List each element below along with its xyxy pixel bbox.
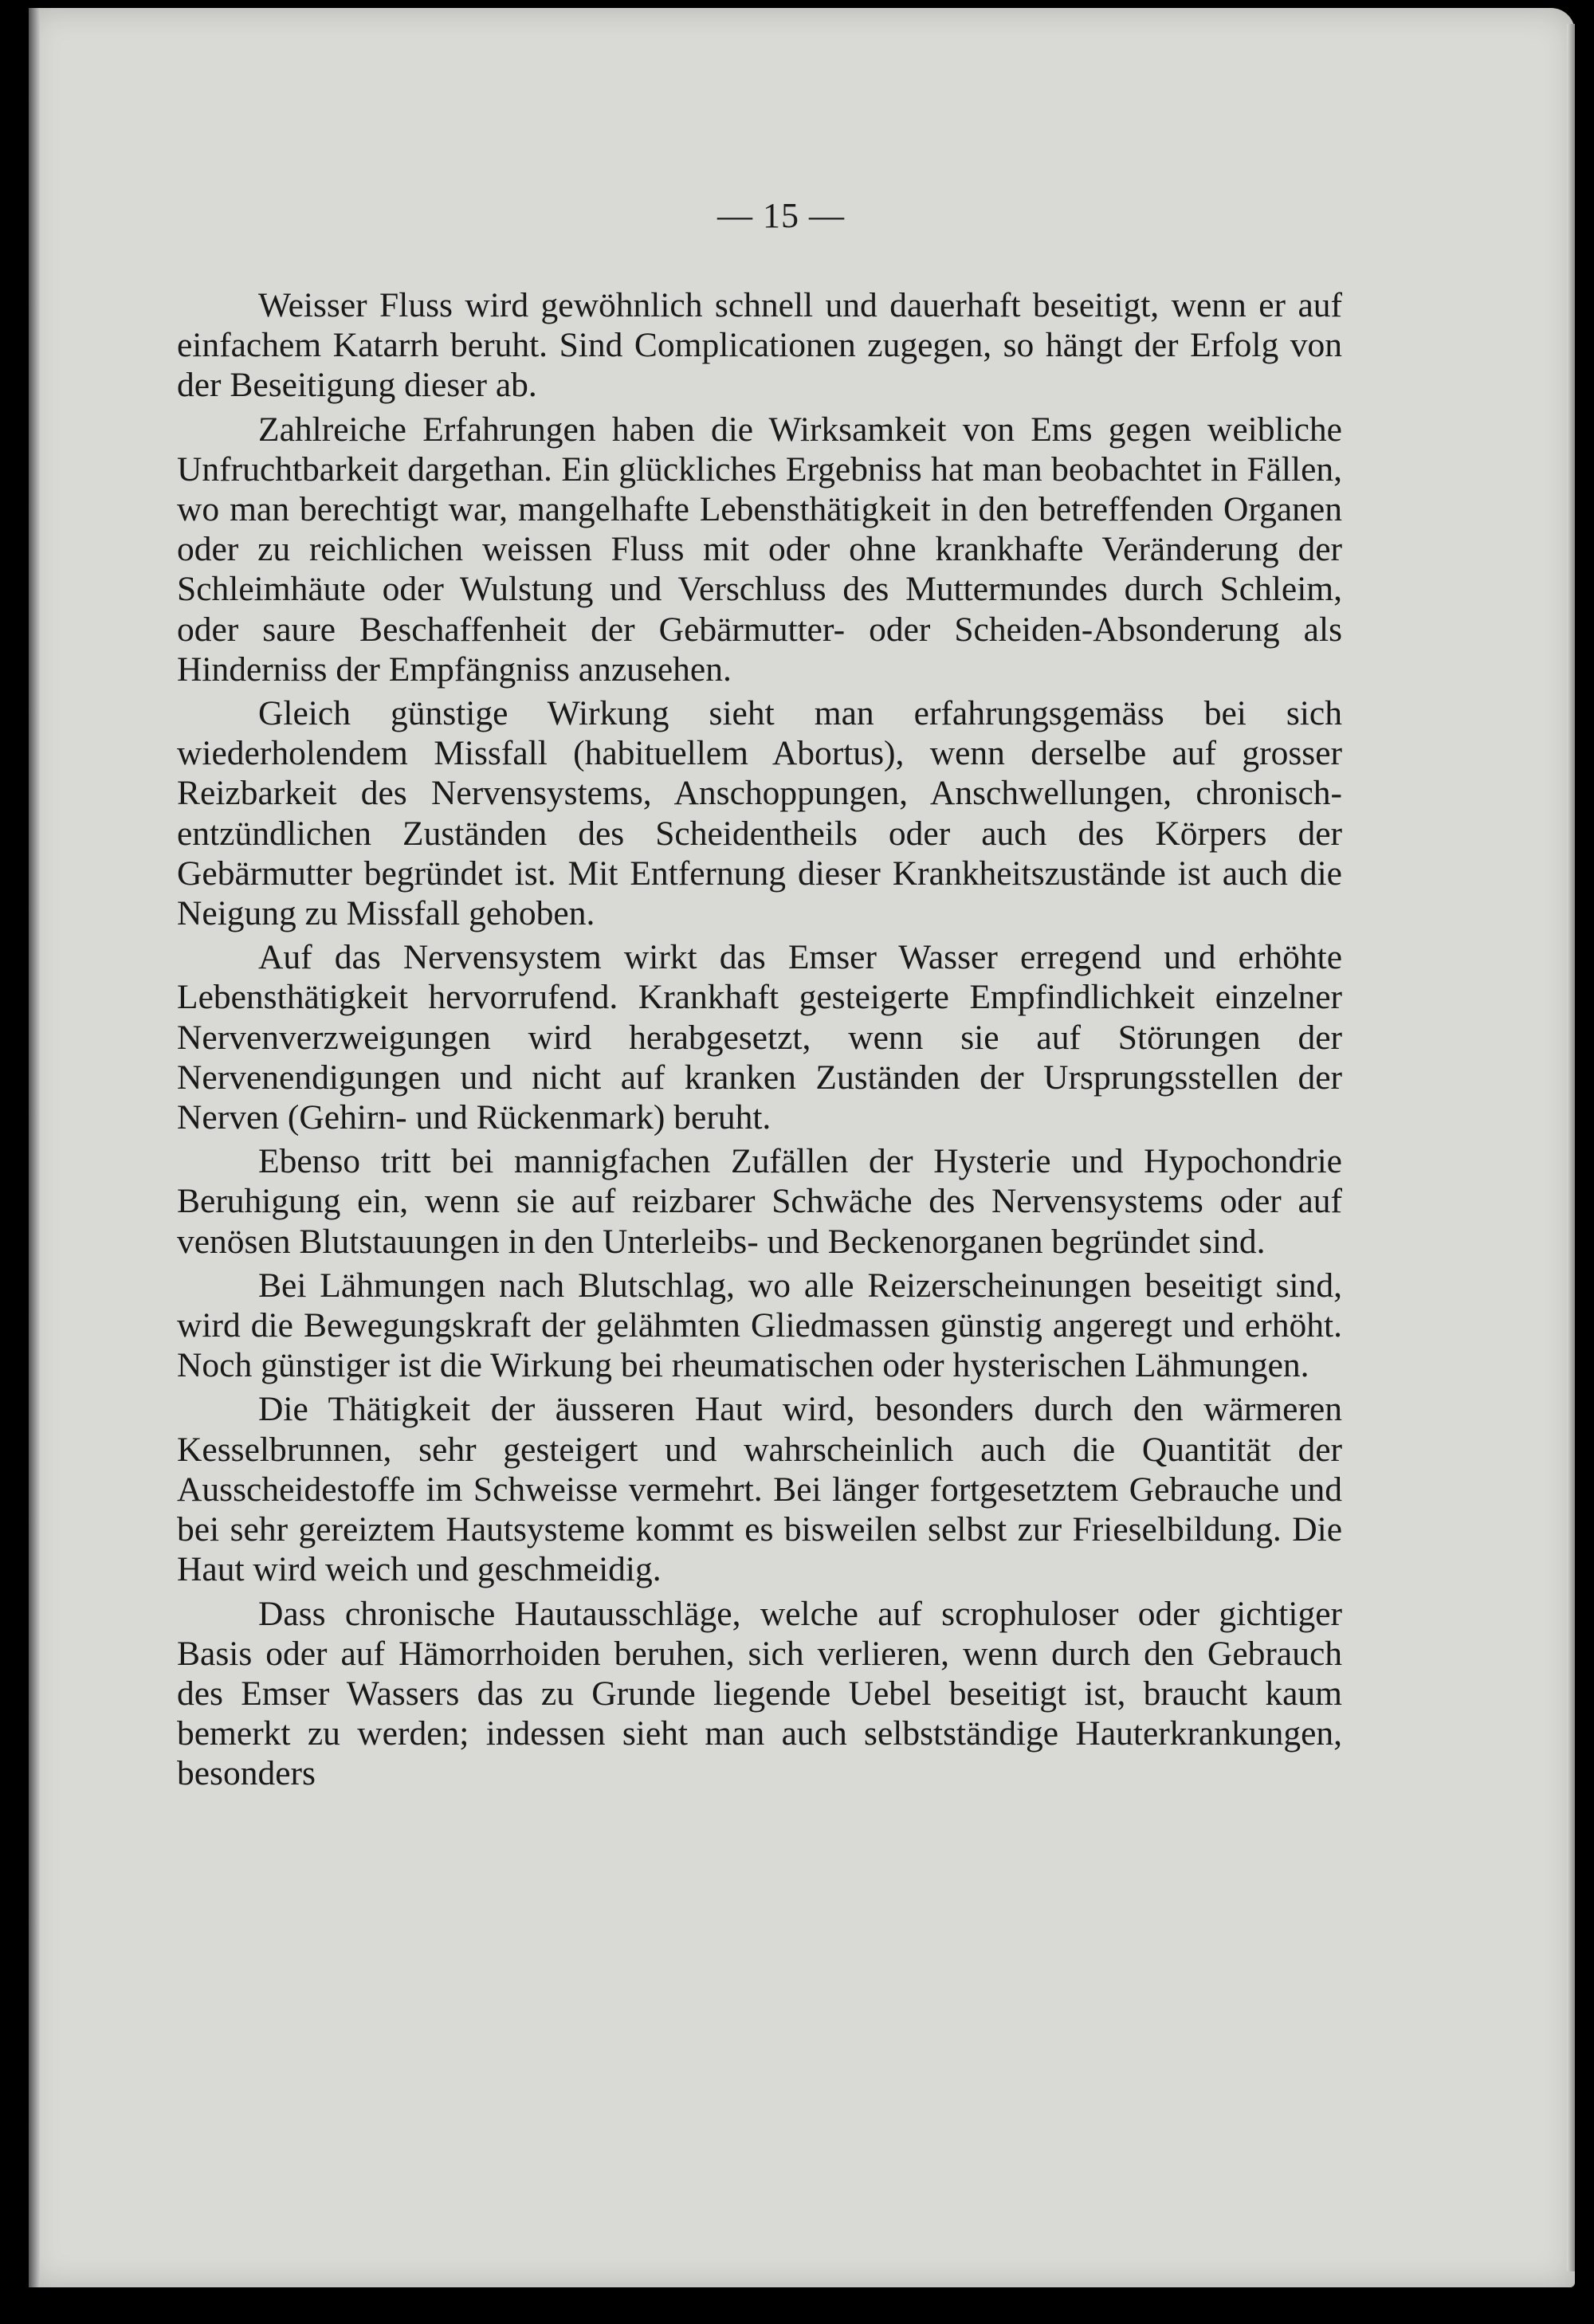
paragraph-haut: Die Thätigkeit der äusseren Haut wird, besonders durch den wärmeren Kesselbrunnen, sehr gesteigert und wahrscheinlich auch die Quantität der Ausscheidestoffe im Schweisse vermehrt. Bei länger fortgesetztem Gebrauche und bei sehr gereiztem Hautsysteme kommt es bisweilen selbst zur Frieselbildung. Die Haut wird weich und geschmeidig. xyxy=(177,1390,1342,1589)
paragraph-hautausschlaege: Dass chronische Hautausschläge, welche auf scrophuloser oder gichtiger Basis oder auf Hämorrhoiden beruhen, sich verlieren, wenn durch den Gebrauch des Emser Wassers das zu Grunde liegende Uebel beseitigt ist, braucht kaum bemerkt zu werden; indessen sieht man auch selbstständige Hauterkrankungen, besonders xyxy=(177,1594,1342,1793)
paragraph-weisser-fluss: Weisser Fluss wird gewöhnlich schnell und dauerhaft beseitigt, wenn er auf einfachem Katarrh beruht. Sind Complicationen zugegen, so hängt der Erfolg von der Beseitigung dieser ab. xyxy=(177,286,1342,405)
page-right-edge xyxy=(1567,24,1575,2271)
body-text xyxy=(177,285,1342,1798)
paragraph-unfruchtbarkeit: Zahlreiche Erfahrungen haben die Wirksamkeit von Ems gegen weibliche Unfruchtbarkeit dargethan. Ein glückliches Ergebniss hat man beobachtet in Fällen, wo man berechtigt war, mangelhafte Lebensthätigkeit in den betreffenden Organen oder zu reichlichen weissen Fluss mit oder ohne krankhafte Veränderung der Schleimhäute oder Wulstung und Verschluss des Muttermundes durch Schleim, oder saure Beschaffenheit der Gebärmutter- oder Scheiden-Absonderung als Hinderniss der Empfängniss anzusehen. xyxy=(177,410,1342,689)
paragraph-missfall: Gleich günstige Wirkung sieht man erfahrungsgemäss bei sich wiederholendem Missfall (habituellem Abortus), wenn derselbe auf grosser Reizbarkeit des Nervensystems, Anschoppungen, Anschwellungen, chronisch-entzündlichen Zuständen des Scheidentheils oder auch des Körpers der Gebärmutter begründet ist. Mit Entfernung dieser Krankheitszustände ist auch die Neigung zu Missfall gehoben. xyxy=(177,694,1342,933)
page-number: — 15 — xyxy=(717,196,845,235)
page-spine-edge xyxy=(29,8,40,2287)
paragraph-hysterie: Ebenso tritt bei mannigfachen Zufällen der Hysterie und Hypochondrie Beruhigung ein, wenn sie auf reizbarer Schwäche des Nervensystems oder auf venösen Blutstauungen in den Unterleibs- und Beckenorganen begründet sind. xyxy=(177,1142,1342,1261)
paragraph-nervensystem: Auf das Nervensystem wirkt das Emser Wasser erregend und erhöhte Lebensthätigkeit hervorrufend. Krankhaft gesteigerte Empfindlichkeit einzelner Nervenverzweigungen wird herabgesetzt, wenn sie auf Störungen der Nervenendigungen und nicht auf kranken Zuständen der Ursprungsstellen der Nerven (Gehirn- und Rückenmark) beruht. xyxy=(177,938,1342,1137)
paragraph-laehmungen: Bei Lähmungen nach Blutschlag, wo alle Reizerscheinungen beseitigt sind, wird die Bewegungskraft der gelähmten Gliedmassen günstig angeregt und erhöht. Noch günstiger ist die Wirkung bei rheumatischen oder hysterischen Lähmungen. xyxy=(177,1266,1342,1385)
